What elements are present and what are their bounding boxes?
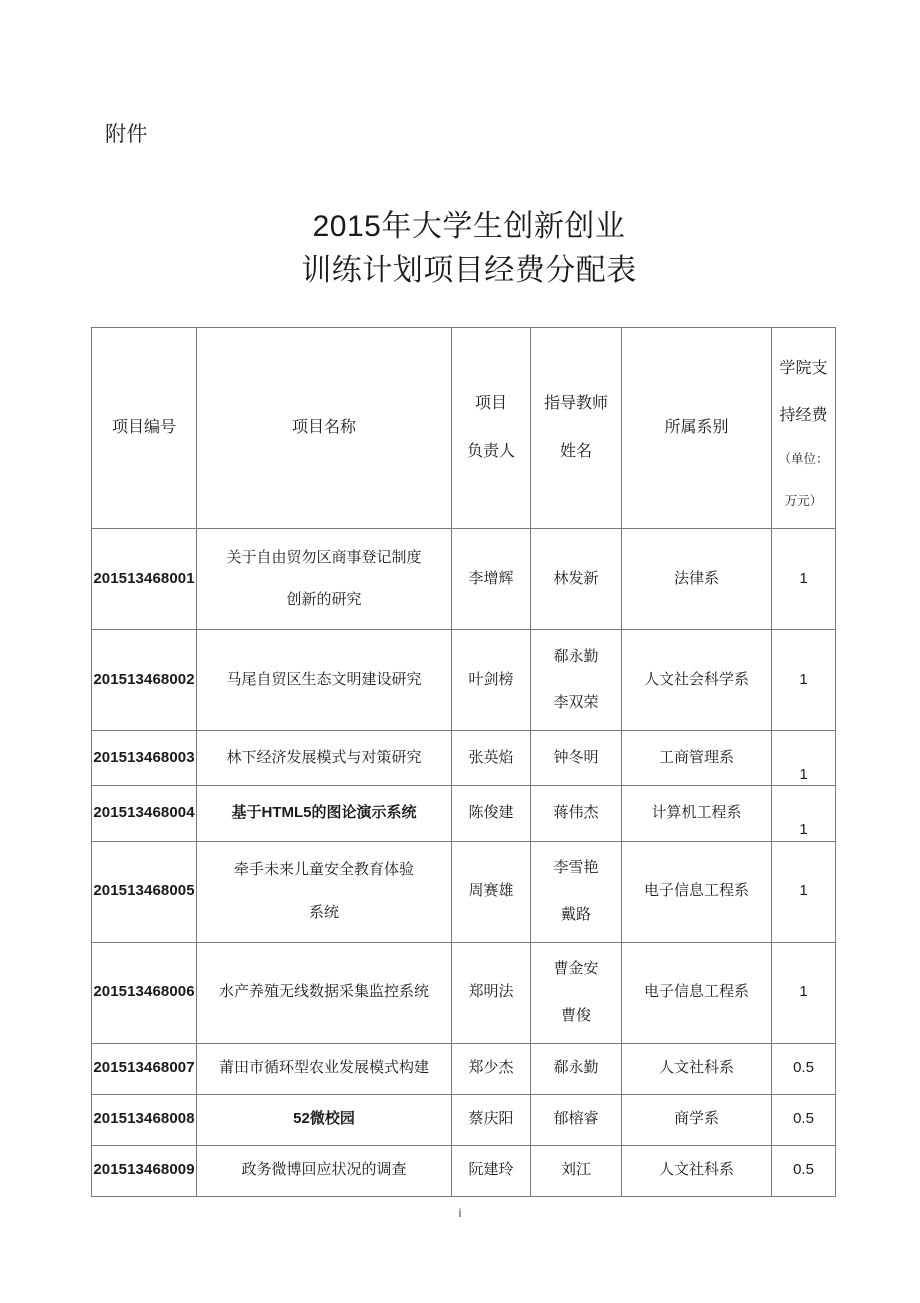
cell-funding: 1 xyxy=(772,942,836,1043)
advisor-line: 钟冬明 xyxy=(553,750,599,766)
header-unit-label: 万元） xyxy=(784,494,823,509)
cell-project-id: 201513468008 xyxy=(92,1094,197,1145)
cell-department: 商学系 xyxy=(622,1094,772,1145)
page-number: i xyxy=(458,1206,462,1220)
advisor-line: 郗永勤 xyxy=(553,1060,599,1077)
cell-department: 人文社科系 xyxy=(622,1145,772,1196)
table-row xyxy=(92,630,836,731)
cell-project-name: 52微校园 xyxy=(197,1094,452,1145)
cell-funding: 0.5 xyxy=(772,1094,836,1145)
cell-department: 法律系 xyxy=(622,529,772,630)
cell-funding: 1 xyxy=(772,630,836,731)
page-title xyxy=(0,205,920,293)
cell-project-id: 201513468001 xyxy=(92,529,197,630)
cell-project-leader: 蔡庆阳 xyxy=(452,1094,531,1145)
cell-project-id: 201513468007 xyxy=(92,1043,197,1094)
cell-department: 人文社会科学系 xyxy=(622,630,772,731)
cell-project-leader: 郑少杰 xyxy=(452,1043,531,1094)
cell-funding: 1 xyxy=(772,841,836,942)
header-label: 项目名称 xyxy=(291,419,356,437)
header-label: 所属系别 xyxy=(664,419,729,437)
cell-advisor-name xyxy=(531,529,622,630)
project-name-line: 创新的研究 xyxy=(286,592,362,608)
cell-project-name: 林下经济发展模式与对策研究 xyxy=(197,731,452,786)
advisor-line: 李雪艳 xyxy=(553,860,599,877)
cell-project-id: 201513468002 xyxy=(92,630,197,731)
advisor-line: 林发新 xyxy=(553,570,599,587)
header-project-id xyxy=(92,328,197,529)
cell-project-leader: 周赛雄 xyxy=(452,841,531,942)
advisor-line: 李双荣 xyxy=(553,695,599,711)
advisor-line: 蒋伟杰 xyxy=(553,805,599,822)
funding-value: 1 xyxy=(799,821,808,839)
header-college-funding xyxy=(772,328,836,529)
table-row xyxy=(92,529,836,630)
funding-value: 1 xyxy=(799,766,808,783)
header-department xyxy=(622,328,772,529)
cell-funding: 0.5 xyxy=(772,1145,836,1196)
cell-project-name: 基于HTML5的图论演示系统 xyxy=(197,786,452,841)
cell-advisor-name xyxy=(531,731,622,786)
header-label: 姓名 xyxy=(559,443,592,460)
header-label: 持经费 xyxy=(779,406,828,424)
cell-project-leader: 张英焰 xyxy=(452,731,531,786)
cell-project-id: 201513468009 xyxy=(92,1145,197,1196)
cell-funding xyxy=(772,786,836,841)
table-row xyxy=(92,841,836,942)
cell-advisor-name xyxy=(531,942,622,1043)
cell-project-id: 201513468005 xyxy=(92,841,197,942)
header-label: 项目编号 xyxy=(111,419,176,437)
project-name-line: 牵手未来儿童安全教育体验 xyxy=(233,862,414,879)
cell-advisor-name xyxy=(531,1145,622,1196)
cell-advisor-name xyxy=(531,841,622,942)
cell-advisor-name xyxy=(531,786,622,841)
table-row xyxy=(92,1043,836,1094)
cell-project-id: 201513468003 xyxy=(92,731,197,786)
cell-department: 工商管理系 xyxy=(622,731,772,786)
advisor-line: 戴路 xyxy=(560,906,591,923)
advisor-line: 曹金安 xyxy=(553,961,599,978)
table-row xyxy=(92,1094,836,1145)
cell-department: 电子信息工程系 xyxy=(622,942,772,1043)
cell-project-name xyxy=(197,841,452,942)
cell-project-leader: 郑明法 xyxy=(452,942,531,1043)
cell-funding: 1 xyxy=(772,529,836,630)
attachment-label: 附件 xyxy=(105,122,148,146)
advisor-line: 曹俊 xyxy=(560,1007,591,1024)
cell-project-leader: 叶剑榜 xyxy=(452,630,531,731)
title-line-2: 训练计划项目经费分配表 xyxy=(301,254,637,287)
header-advisor-name xyxy=(531,328,622,529)
cell-project-name: 莆田市循环型农业发展模式构建 xyxy=(197,1043,452,1094)
table-row xyxy=(92,786,836,841)
cell-advisor-name xyxy=(531,630,622,731)
cell-funding: 0.5 xyxy=(772,1043,836,1094)
cell-funding xyxy=(772,731,836,786)
header-label: 项目 xyxy=(474,395,507,413)
header-project-name xyxy=(197,328,452,529)
project-name-line: 关于自由贸勿区商事登记制度 xyxy=(226,549,422,566)
table-row xyxy=(92,942,836,1043)
cell-project-leader: 陈俊建 xyxy=(452,786,531,841)
header-label: 指导教师 xyxy=(543,395,608,413)
cell-advisor-name xyxy=(531,1094,622,1145)
cell-department: 人文社科系 xyxy=(622,1043,772,1094)
table-row xyxy=(92,731,836,786)
advisor-line: 刘江 xyxy=(560,1162,591,1179)
advisor-line: 郁榕睿 xyxy=(553,1111,599,1128)
header-label: 负责人 xyxy=(466,443,515,460)
project-name-line: 系统 xyxy=(308,904,339,921)
budget-table-container xyxy=(91,327,835,1197)
table-row xyxy=(92,1145,836,1196)
cell-department: 计算机工程系 xyxy=(622,786,772,841)
title-line-1: 2015年大学生创新创业 xyxy=(312,210,626,243)
header-unit-label: （单位： xyxy=(778,452,829,467)
header-label: 学院支 xyxy=(779,360,828,377)
cell-project-name: 马尾自贸区生态文明建设研究 xyxy=(197,630,452,731)
cell-project-name xyxy=(197,529,452,630)
cell-department: 电子信息工程系 xyxy=(622,841,772,942)
cell-project-name: 水产养殖无线数据采集监控系统 xyxy=(197,942,452,1043)
advisor-line: 郗永勤 xyxy=(553,648,599,665)
cell-project-leader: 阮建玲 xyxy=(452,1145,531,1196)
cell-project-leader: 李增辉 xyxy=(452,529,531,630)
header-project-leader xyxy=(452,328,531,529)
table-header-row xyxy=(92,328,836,529)
cell-project-id: 201513468006 xyxy=(92,942,197,1043)
budget-table xyxy=(91,327,836,1197)
cell-project-id: 201513468004 xyxy=(92,786,197,841)
cell-advisor-name xyxy=(531,1043,622,1094)
cell-project-name: 政务微博回应状况的调查 xyxy=(197,1145,452,1196)
